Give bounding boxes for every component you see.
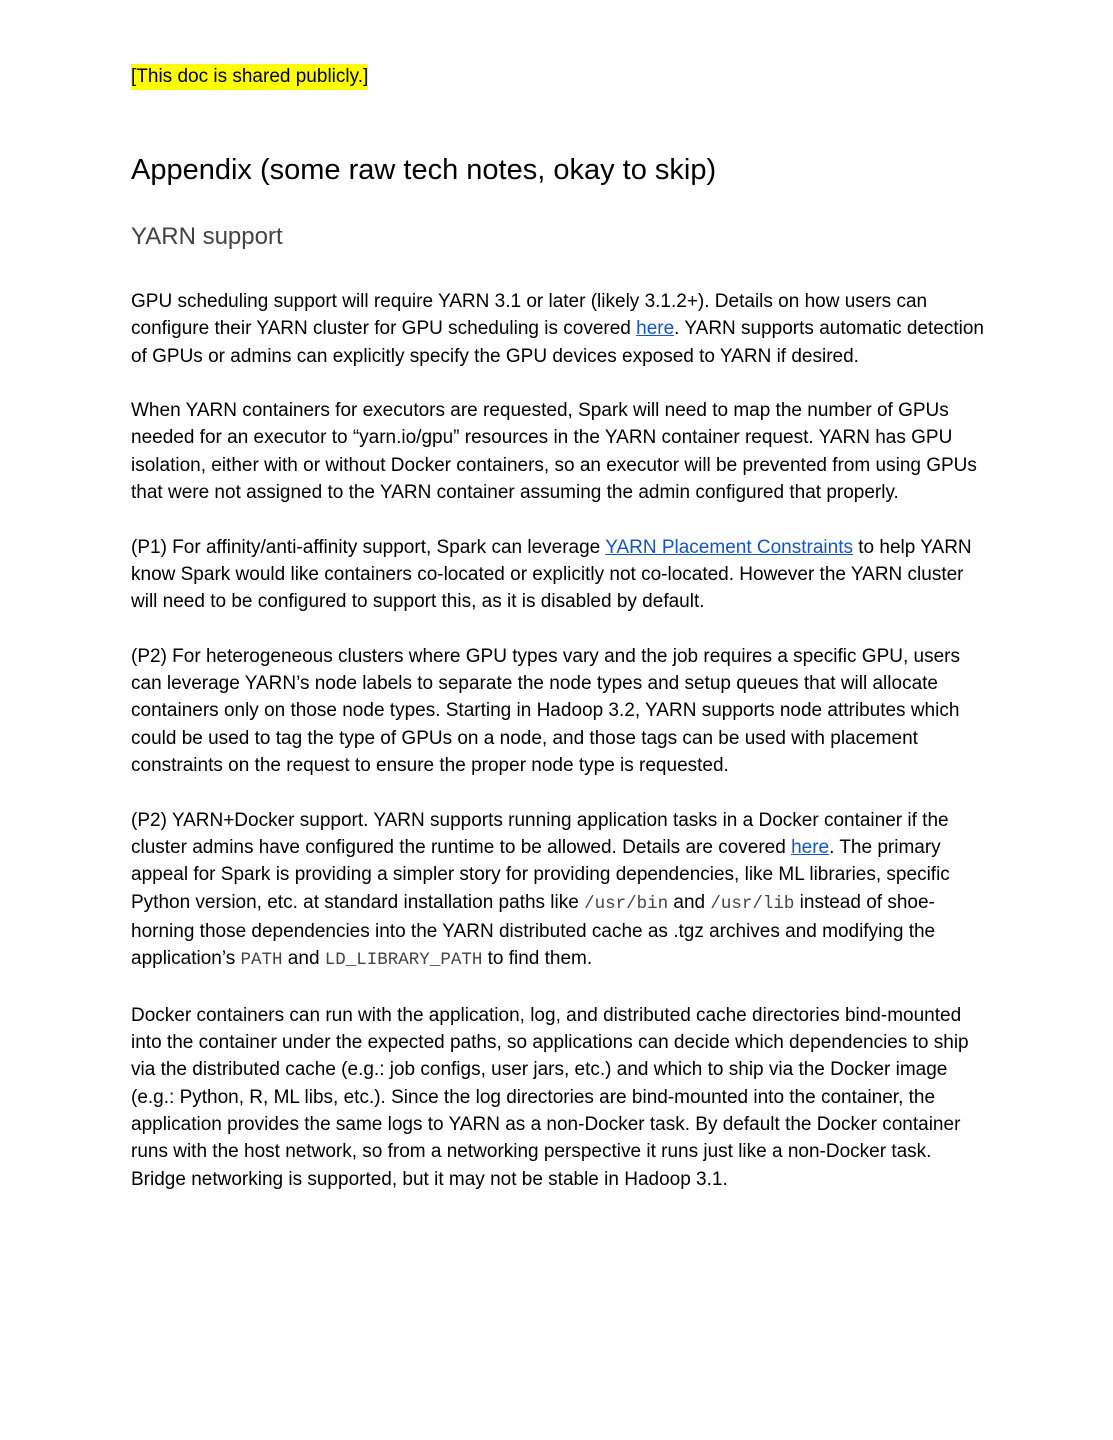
section-heading: YARN support <box>131 223 283 250</box>
paragraph-executor-requests: When YARN containers for executors are requested, Spark will need to map the number of GPUs needed for an executor to “yarn.io/gpu” resources in the YARN container request. YARN has GPU isolation, either with or without Docker containers, so an executor will be prevented from using GPUs that were not assigned to the YARN container assuming the admin configured that properly. <box>131 400 977 504</box>
code-ld-library-path: LD_LIBRARY_PATH <box>324 950 483 971</box>
code-usr-bin: /usr/bin <box>584 893 669 914</box>
placement-constraints-link[interactable]: YARN Placement Constraints <box>605 536 853 558</box>
paragraph-docker-support: (P2) YARN+Docker support. YARN supports running application tasks in a Docker container if the cluster admins have configured the runtime to be allowed. Details are covered here. The primary appeal for Spark is providing a simpler story for providing dependencies, like ML libraries, specific Python version, etc. at standard installation paths like /usr/bin and /usr/lib instead of shoe-horning those dependencies into the YARN distributed cache as .tgz archives and modifying the application’s PATH and LD_LIBRARY_PATH to find them. <box>131 809 950 971</box>
document-body <box>131 288 991 1220</box>
page-title: Appendix (some raw tech notes, okay to skip) <box>131 154 717 186</box>
public-notice: [This doc is shared publicly.] <box>131 64 368 90</box>
paragraph-docker-mounts: Docker containers can run with the application, log, and distributed cache directories bind-mounted into the container under the expected paths, so applications can decide which dependencies to ship via the distributed cache (e.g.: job configs, user jars, etc.) and which to ship via the Docker image (e.g.: Python, R, ML libs, etc.). Since the log directories are bind-mounted into the container, the application provides the same logs to YARN as a non-Docker task. By default the Docker container runs with the host network, so from a networking perspective it runs just like a non-Docker task. Bridge networking is supported, but it may not be stable in Hadoop 3.1. <box>131 1004 969 1190</box>
paragraph-affinity: (P1) For affinity/anti-affinity support, Spark can leverage YARN Placement Constraints to help YARN know Spark would like containers co-located or explicitly not co-located. However the YARN cluster will need to be configured to support this, as it is disabled by default. <box>131 536 972 613</box>
docker-docs-link[interactable]: here <box>791 836 830 858</box>
gpu-scheduling-docs-link[interactable]: here <box>636 318 675 340</box>
paragraph-gpu-scheduling: GPU scheduling support will require YARN 3.1 or later (likely 3.1.2+). Details on how users can configure their YARN cluster for GPU scheduling is covered here. YARN supports automatic detection of GPUs or admins can explicitly specify the GPU devices exposed to YARN if desired. <box>131 291 984 367</box>
code-usr-lib: /usr/lib <box>710 893 795 914</box>
code-path: PATH <box>240 950 283 971</box>
paragraph-heterogeneous: (P2) For heterogeneous clusters where GPU types vary and the job requires a specific GPU, users can leverage YARN’s node labels to separate the node types and setup queues that will allocate containers only on those node types. Starting in Hadoop 3.2, YARN supports node attributes which could be used to tag the type of GPUs on a node, and those tags can be used with placement constraints on the request to ensure the proper node type is requested. <box>131 645 960 777</box>
